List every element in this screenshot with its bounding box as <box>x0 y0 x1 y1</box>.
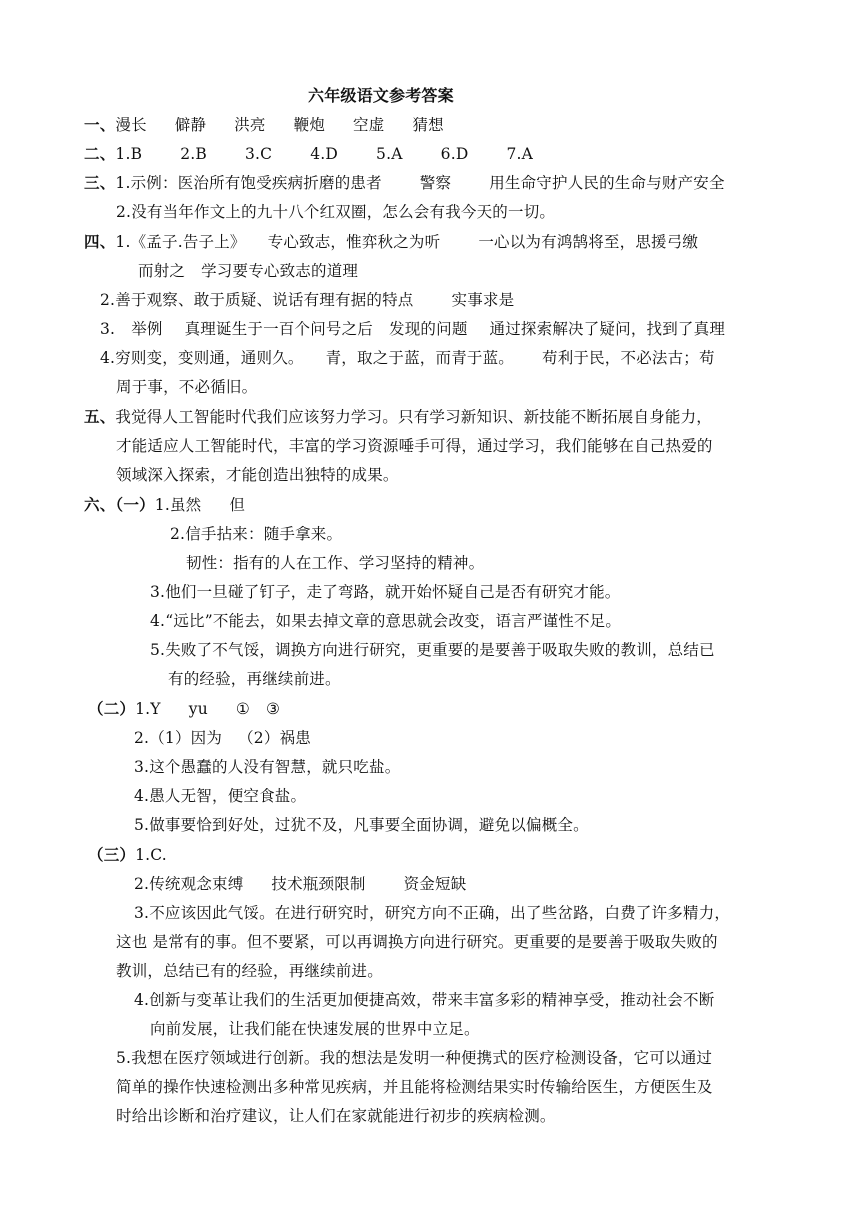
word: 僻静 <box>174 116 207 134</box>
section-5-line-2: 才能适应人工智能时代，丰富的学习资源唾手可得，通过学习，我们能够在自己热爱的 <box>116 437 713 455</box>
part-3-label: （三） <box>88 845 136 864</box>
section-6-label: 六、 <box>84 495 116 514</box>
answer: 6.D <box>440 145 469 163</box>
section-4-line-5 <box>100 348 715 368</box>
section-5-label: 五、 <box>84 407 116 426</box>
part-3-q4-line-2: 向前发展，让我们能在快速发展的世界中立足。 <box>150 1020 480 1038</box>
answer-text: 学习要专心致志的道理 <box>201 262 359 280</box>
answer-text: ③ <box>265 700 281 718</box>
answer-text: 一心以为有鸿鹄将至，思援弓缴 <box>478 233 699 251</box>
word: 猜想 <box>412 116 444 134</box>
part-2-q2 <box>134 728 311 748</box>
part-1-q5-line-1: 5.失败了不气馁，调换方向进行研究，更重要的是要善于吸取失败的教训，总结已 <box>150 641 715 659</box>
answer-text: 用生命守护人民的生命与财产安全 <box>489 174 725 192</box>
answer-text: （2）祸患 <box>238 729 311 747</box>
page-title: 六年级语文参考答案 <box>308 86 454 105</box>
part-2-q5: 5.做事要恰到好处，过犹不及，凡事要全面协调，避免以偏概全。 <box>134 816 589 834</box>
answer: 5.A <box>376 145 403 163</box>
answer-text: 技术瓶颈限制 <box>271 875 366 893</box>
part-1-q2-line-2: 韧性：指有的人在工作、学习坚持的精神。 <box>186 554 485 572</box>
section-1-label: 一、 <box>84 115 116 134</box>
part-1-q3: 3.他们一旦碰了钉子，走了弯路，就开始怀疑自己是否有研究才能。 <box>150 583 621 601</box>
answer-text: 警察 <box>419 174 452 192</box>
part-2-q4: 4.愚人无智，便空食盐。 <box>134 787 307 805</box>
answer-text: yu <box>188 700 208 718</box>
part-2-q3: 3.这个愚蠢的人没有智慧，就只吃盐。 <box>134 758 401 776</box>
part-1-q4: 4.“远比”不能去，如果去掉文章的意思就会改变，语言严谨性不足。 <box>150 612 622 630</box>
answer: 3.C <box>244 145 273 163</box>
answer-text: 举例 <box>131 320 163 338</box>
word: 漫长 <box>115 116 147 134</box>
part-2-line-1 <box>88 699 280 719</box>
part-1-label: （一） <box>115 495 155 514</box>
part-3-q3-line-3: 教训，总结已有的经验，再继续前进。 <box>116 962 383 980</box>
answer-text: 我觉得人工智能时代我们应该努力学习。只有学习新知识、新技能不断拓展自身能力， <box>115 408 713 426</box>
section-6-line-1 <box>84 495 245 515</box>
section-3-line-2: 2.没有当年作文上的九十八个红双圈，怎么会有我今天的一切。 <box>116 203 556 221</box>
part-3-line-1 <box>88 845 167 865</box>
answer-text: 3. <box>100 320 116 338</box>
answer-text: 苟利于民，不必法古；苟 <box>542 349 715 367</box>
section-5-line-3: 领域深入探索，才能创造出独特的成果。 <box>116 466 399 484</box>
answer-text: ① <box>235 700 250 718</box>
part-3-q5-line-1: 5.我想在医疗领域进行创新。我的想法是发明一种便携式的医疗检测设备，它可以通过 <box>116 1049 713 1067</box>
answer-text: 但 <box>229 496 246 514</box>
answer-text: 1.虽然 <box>154 496 202 514</box>
answer-text: 2.善于观察、敢于质疑、说话有理有据的特点 <box>100 291 414 309</box>
word: 空虚 <box>353 116 385 134</box>
answer-text: 1.C. <box>135 846 167 864</box>
answer-text: 资金短缺 <box>403 875 467 893</box>
section-2-label: 二、 <box>84 144 116 163</box>
answer-text: 实事求是 <box>451 291 515 309</box>
section-2-line <box>84 144 533 164</box>
answer: 1.B <box>115 145 143 163</box>
answer-text: 2.（1）因为 <box>134 729 223 747</box>
answer: 4.D <box>310 145 339 163</box>
answer-text: 而射之 <box>138 262 186 280</box>
part-1-q2-line-1: 2.信手拈来：随手拿来。 <box>170 525 343 543</box>
answer: 2.B <box>180 145 207 163</box>
section-3-label: 三、 <box>84 173 116 192</box>
section-4-line-1 <box>84 232 698 252</box>
answer-text: 4.穷则变，变则通，通则久。 <box>100 349 304 367</box>
word: 洪亮 <box>234 116 266 134</box>
answer-text: 真理诞生于一百个问号之后 <box>184 320 374 338</box>
part-3-q5-line-2: 简单的操作快速检测出多种常见疾病，并且能将检测结果实时传输给医生，方便医生及 <box>116 1078 713 1096</box>
part-3-q2 <box>134 874 466 894</box>
answer: 7.A <box>506 145 534 163</box>
section-5-line-1 <box>84 407 712 427</box>
word: 鞭炮 <box>293 116 326 134</box>
answer-text: 1.示例：医治所有饱受疾病折磨的患者 <box>115 174 382 192</box>
answer-text: 青，取之于蓝，而青于蓝。 <box>325 349 514 367</box>
section-4-line-4 <box>100 319 725 339</box>
part-3-q3-line-1: 3.不应该因此气馁。在进行研究时，研究方向不正确，出了些岔路，白费了许多精力， <box>134 904 731 922</box>
answer-text: 2.传统观念束缚 <box>134 875 244 893</box>
section-1-line <box>84 115 444 135</box>
part-3-q4-line-1: 4.创新与变革让我们的生活更加便捷高效，带来丰富多彩的精神享受，推动社会不断 <box>134 991 715 1009</box>
part-2-label: （二） <box>88 699 136 718</box>
answer-text: 发现的问题 <box>389 320 468 338</box>
section-4-label: 四、 <box>84 232 116 251</box>
answer-text: 专心致志，惟弈秋之为听 <box>267 233 441 251</box>
section-4-line-2 <box>138 261 358 281</box>
part-3-q5-line-3: 时给出诊断和治疗建议，让人们在家就能进行初步的疾病检测。 <box>116 1107 556 1125</box>
section-3-line-1 <box>84 173 725 193</box>
part-1-q5-line-2: 有的经验，再继续前进。 <box>168 670 341 688</box>
part-3-q3-line-2: 这也 是常有的事。但不要紧，可以再调换方向进行研究。更重要的是要善于吸取失败的 <box>116 933 718 951</box>
section-4-line-3 <box>100 290 514 310</box>
answer-text: 1.《孟子.告子上》 <box>115 233 246 251</box>
answer-text: 1.Y <box>135 700 161 718</box>
answer-text: 通过探索解决了疑问，找到了真理 <box>489 320 726 338</box>
section-4-line-6: 周于事，不必循旧。 <box>116 378 258 396</box>
